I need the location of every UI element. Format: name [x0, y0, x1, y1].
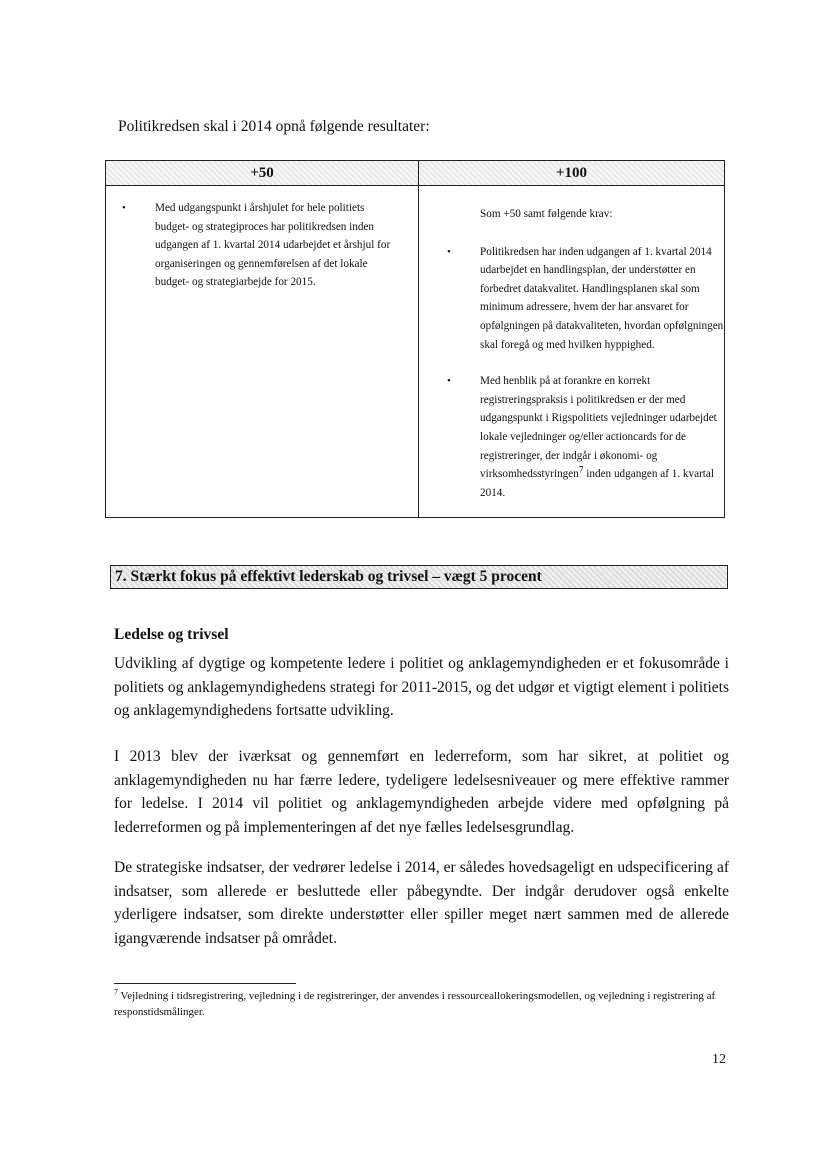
plus50-bullet-text: Med udgangspunkt i årshjulet for hele politiets budget- og strategiproces har politikredsen inden udgangen af 1. kvartal 2014 udarbejdet et årshjul for organiseringen og gennemførelsen af det lokale budget- og strategiarbejde for 2015. [155, 202, 391, 289]
plus100-bullet-2-tail: inden udgangen af 1. kvartal 2014. [480, 468, 714, 499]
paragraph: Udvikling af dygtige og kompetente ledere i politiet og anklagemyndigheden er et fokusområde i politiets og anklagemyndighedens strategi for 2011-2015, og det udgør et vigtigt element i politiets og anklagemyndighedens fortsatte udvikling. [114, 655, 729, 719]
footnote [114, 988, 729, 1020]
results-column-plus100 [419, 161, 724, 517]
plus100-content [447, 205, 725, 502]
plus100-intro: Som +50 samt følgende krav: [480, 208, 613, 220]
results-column-plus50 [106, 161, 419, 517]
footnote-text: Vejledning i tidsregistrering, vejledning i de registreringer, der anvendes i ressourceallokeringsmodellen, og vejledning i registrering af responstidsmålinger. [114, 990, 716, 1018]
footnote-divider [114, 983, 296, 984]
list-item [447, 243, 725, 355]
column-header-plus100: +100 [419, 161, 724, 186]
footnote-number: 7 [114, 987, 118, 997]
list-item [122, 199, 400, 292]
plus100-bullet-1-text: Politikredsen har inden udgangen af 1. kvartal 2014 udarbejdet en handlingsplan, der understøtter en forbedret datakvalitet. Handlingsplanen skal som minimum adressere, hvem der har ansvaret for opfølgningen på datakvaliteten, hvordan opfølgningen skal foregå og med hvilken hyppighed. [480, 245, 724, 351]
bullet-icon: • [447, 245, 451, 258]
page-number: 12 [712, 1052, 726, 1067]
plus50-content [122, 199, 400, 292]
list-item [447, 372, 725, 502]
paragraph: De strategiske indsatser, der vedrører ledelse i 2014, er således hovedsageligt en udspecificering af indsatser, som allerede er besluttede eller påbegyndte. Der indgår derudover også enkelte yderligere indsatser, som direkte understøtter eller spiller meget nært sammen med de allerede igangværende indsatser på området. [114, 859, 729, 947]
column-header-plus50: +50 [106, 161, 418, 186]
plus100-bullet-2-text: Med henblik på at forankre en korrekt registreringspraksis i politikredsen er der med udgangspunkt i Rigspolitiets vejledninger udarbejdet lokale vejledninger og/eller actioncards for de registreringer, der indgår i økonomi- og virksomhedsstyringen [480, 375, 717, 481]
intro-text: Politikredsen skal i 2014 opnå følgende resultater: [118, 118, 430, 135]
footnote-reference[interactable]: 7 [578, 465, 584, 476]
bullet-icon: • [122, 202, 126, 214]
results-table [105, 160, 725, 518]
paragraph: I 2013 blev der iværksat og gennemført en lederreform, som har sikret, at politiet og anklagemyndigheden nu har færre ledere, tydeligere ledelsesniveauer og mere effektive rammer for ledelse. I 2014 vil politiet og anklagemyndigheden arbejde videre med opfølgning på lederreformen og på implementeringen af det nye fælles ledelsesgrundlag. [114, 748, 729, 836]
bullet-icon: • [447, 375, 451, 388]
section-heading: 7. Stærkt fokus på effektivt lederskab og trivsel – vægt 5 procent [110, 565, 728, 589]
subheading: Ledelse og trivsel [114, 626, 229, 643]
